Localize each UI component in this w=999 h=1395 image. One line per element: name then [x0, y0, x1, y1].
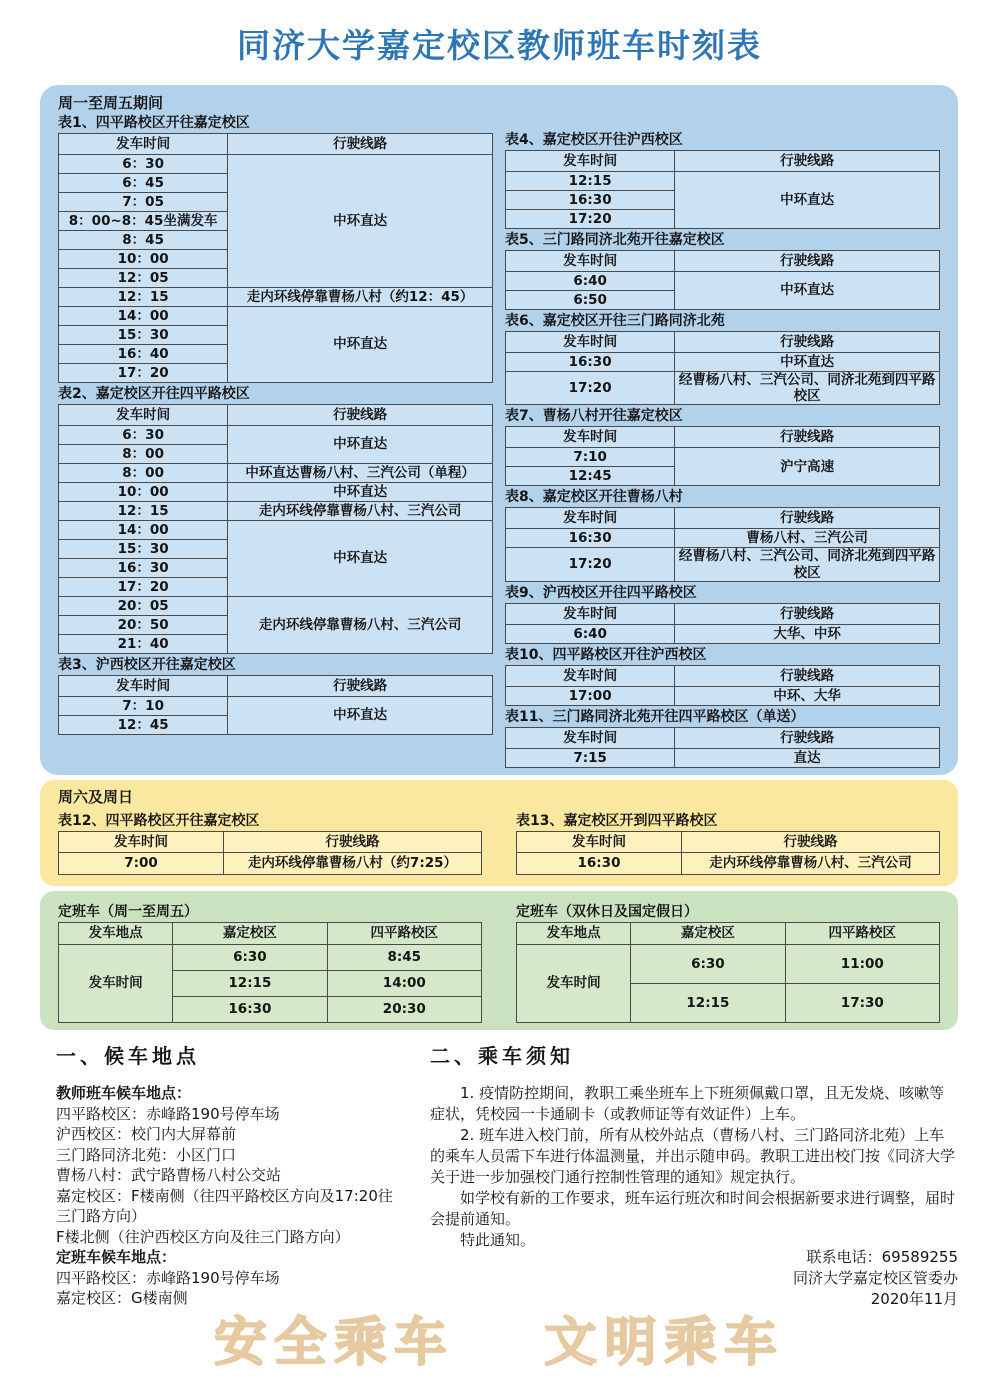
location-line: 教师班车候车地点： [56, 1084, 192, 1102]
waiting-locations-section [56, 1040, 406, 1309]
depart-time-cell: 12:15 [631, 984, 785, 1023]
time-cell: 6：45 [59, 174, 228, 193]
table-title: 表7、曹杨八村开往嘉定校区 [505, 408, 683, 425]
fixed-col-header-0: 发车地点 [59, 923, 173, 945]
time-cell: 6:40 [506, 272, 675, 291]
time-cell: 6:40 [506, 624, 675, 643]
time-cell: 16:30 [506, 191, 675, 210]
col-header-time: 发车时间 [517, 832, 682, 853]
time-cell: 15：30 [59, 326, 228, 345]
contact-phone: 联系电话：69589255 [806, 1248, 958, 1266]
fixed-table-title: 定班车（双休日及国定假日） [516, 904, 698, 920]
depart-time-cell: 16:30 [173, 997, 327, 1023]
table-title: 表2、嘉定校区开往四平路校区 [58, 386, 250, 402]
schedule-table [58, 831, 482, 875]
table-title: 表5、三门路同济北苑开往嘉定校区 [505, 232, 725, 248]
table-row [506, 529, 940, 548]
depart-time-cell: 12:15 [173, 971, 327, 997]
col-header-route: 行驶线路 [675, 332, 940, 353]
location-line: 四平路校区：赤峰路190号停车场 [56, 1104, 280, 1123]
col-header-time: 发车时间 [506, 727, 675, 748]
col-header-time: 发车时间 [506, 151, 675, 172]
location-line: 嘉定校区：F楼南侧（往四平路校区方向及17:20往三门路方向） [56, 1186, 393, 1225]
table-row [59, 426, 493, 445]
fixed-table-weekday [58, 901, 482, 1023]
fixed-bus-table [516, 922, 940, 1023]
time-cell: 7：05 [59, 193, 228, 212]
fixed-table-holiday [516, 901, 940, 1023]
header-row [506, 727, 940, 748]
row-label-cell: 发车时间 [59, 945, 173, 1023]
header-row [517, 923, 940, 945]
col-header-route: 行驶线路 [228, 134, 493, 155]
table-row [517, 945, 940, 984]
location-line: 嘉定校区：G楼南侧 [56, 1289, 188, 1307]
table-title: 表9、沪西校区开往四平路校区 [505, 584, 697, 601]
fixed-bus-table [58, 922, 482, 1023]
depart-time-cell: 8:45 [327, 945, 481, 971]
col-header-route: 行驶线路 [675, 251, 940, 272]
location-line: 沪西校区：校门内大屏幕前 [56, 1125, 237, 1143]
depart-time-cell: 14:00 [327, 971, 481, 997]
col-header-route: 行驶线路 [675, 603, 940, 624]
slogan-civil-ride: 文明乘车 [544, 1313, 785, 1373]
time-cell: 17：20 [59, 578, 228, 597]
time-cell: 21：40 [59, 635, 228, 654]
contact-org: 同济大学嘉定校区管委办 [792, 1269, 958, 1287]
route-cell: 中环直达 [228, 697, 493, 735]
table-row [59, 597, 493, 616]
route-cell: 中环直达 [228, 521, 493, 597]
col-header-route: 行驶线路 [675, 508, 940, 529]
location-line: 定班车候车地点： [56, 1248, 177, 1266]
table-row [59, 464, 493, 483]
time-cell: 6:50 [506, 291, 675, 310]
schedule-table [505, 426, 940, 486]
table-row [59, 697, 493, 716]
header-row [59, 405, 493, 426]
col-header-route: 行驶线路 [675, 727, 940, 748]
table-title: 表11、三门路同济北苑开往四平路校区（单送） [505, 708, 805, 725]
route-cell: 中环直达 [675, 272, 940, 310]
time-cell: 17:20 [506, 210, 675, 229]
header-row [506, 151, 940, 172]
route-cell: 中环直达 [675, 353, 940, 372]
col-header-route: 行驶线路 [675, 427, 940, 448]
table-row [506, 624, 940, 643]
table-row [506, 686, 940, 705]
weekend-panel [40, 780, 958, 886]
route-cell: 走内环线停靠曹杨八村、三汽公司 [228, 597, 493, 654]
table-row [506, 172, 940, 191]
fixed-bus-panel [40, 891, 958, 1030]
col-header-time: 发车时间 [506, 508, 675, 529]
weekday-left-column [58, 112, 493, 768]
location-line: 曹杨八村：武宁路曹杨八村公交站 [56, 1166, 282, 1184]
table-row [59, 945, 482, 971]
col-header-time: 发车时间 [59, 405, 228, 426]
table-title: 表4、嘉定校区开往沪西校区 [505, 132, 683, 148]
time-cell: 15：30 [59, 540, 228, 559]
fixed-col-header-0: 发车地点 [517, 923, 631, 945]
notes-heading: 二、乘车须知 [430, 1044, 574, 1068]
header-row [506, 332, 940, 353]
table-title: 表13、嘉定校区开到四平路校区 [516, 813, 718, 829]
time-cell: 8：00 [59, 464, 228, 483]
schedule-table [505, 507, 940, 581]
fixed-table-title: 定班车（周一至周五） [58, 904, 198, 920]
route-cell: 中环直达 [675, 172, 940, 229]
note-paragraph: 1. 疫情防控期间，教职工乘坐班车上下班须佩戴口罩，且无发烧、咳嗽等症状，凭校园一卡通刷卡（或教师证等有效证件）上车。 [430, 1084, 945, 1123]
fixed-col-header-2: 四平路校区 [327, 923, 481, 945]
time-cell: 7:10 [506, 448, 675, 467]
time-cell: 17:00 [506, 686, 675, 705]
time-cell: 12:45 [506, 467, 675, 486]
schedule-table [505, 331, 940, 405]
table-title: 表6、嘉定校区开往三门路同济北苑 [505, 313, 725, 329]
time-cell: 10：00 [59, 483, 228, 502]
time-cell: 20：05 [59, 597, 228, 616]
col-header-route: 行驶线路 [675, 151, 940, 172]
time-cell: 12：15 [59, 288, 228, 307]
depart-time-cell: 11:00 [785, 945, 939, 984]
notes-list [430, 1083, 958, 1251]
time-cell: 16:30 [506, 529, 675, 548]
table-row [59, 483, 493, 502]
table-row [506, 272, 940, 291]
weekend-table-13 [516, 810, 940, 875]
route-cell: 中环、大华 [675, 686, 940, 705]
col-header-route: 行驶线路 [228, 676, 493, 697]
table-row [59, 502, 493, 521]
schedule-table [58, 133, 493, 383]
table-title: 表3、沪西校区开往嘉定校区 [58, 657, 236, 673]
location-line: 四平路校区：赤峰路190号停车场 [56, 1268, 280, 1287]
time-cell: 8：00 [59, 445, 228, 464]
time-cell: 12：15 [59, 502, 228, 521]
weekday-right-column [505, 112, 940, 768]
depart-time-cell: 17:30 [785, 984, 939, 1023]
location-line: F楼北侧（往沪西校区方向及往三门路方向） [56, 1227, 350, 1246]
depart-time-cell: 20:30 [327, 997, 481, 1023]
route-cell: 大华、中环 [675, 624, 940, 643]
schedule-table [505, 250, 940, 310]
header-row [517, 832, 940, 853]
header-row [506, 665, 940, 686]
route-cell: 走内环线停靠曹杨八村（约12：45） [228, 288, 493, 307]
time-cell: 6：30 [59, 155, 228, 174]
col-header-route: 行驶线路 [228, 405, 493, 426]
schedule-table [505, 150, 940, 229]
col-header-time: 发车时间 [506, 251, 675, 272]
time-cell: 8：45 [59, 231, 228, 250]
note-paragraph: 特此通知。 [460, 1231, 536, 1249]
route-cell: 中环直达 [228, 155, 493, 288]
col-header-time: 发车时间 [59, 832, 224, 853]
time-cell: 16:30 [517, 853, 682, 875]
slogan-safe-ride: 安全乘车 [214, 1313, 455, 1373]
time-cell: 8：00~8：45坐满发车 [59, 212, 228, 231]
col-header-route: 行驶线路 [223, 832, 481, 853]
header-row [506, 603, 940, 624]
fixed-col-header-1: 嘉定校区 [173, 923, 327, 945]
locations-heading: 一、候车地点 [56, 1044, 200, 1068]
weekday-panel [40, 85, 958, 775]
table-row [506, 353, 940, 372]
location-line: 三门路同济北苑：小区门口 [56, 1145, 237, 1164]
depart-time-cell: 6:30 [173, 945, 327, 971]
header-row [59, 832, 482, 853]
weekend-table-12 [58, 810, 482, 875]
table-row [517, 853, 940, 875]
header-row [506, 251, 940, 272]
table-row [59, 853, 482, 875]
schedule-table [505, 727, 940, 768]
time-cell: 7：10 [59, 697, 228, 716]
route-cell: 直达 [675, 748, 940, 767]
table-row [506, 448, 940, 467]
route-cell: 沪宁高速 [675, 448, 940, 486]
time-cell: 14：00 [59, 521, 228, 540]
schedule-table [505, 603, 940, 644]
table-title: 表12、四平路校区开往嘉定校区 [58, 813, 260, 829]
header-row [59, 676, 493, 697]
col-header-time: 发车时间 [506, 603, 675, 624]
col-header-route: 行驶线路 [675, 665, 940, 686]
time-cell: 20：50 [59, 616, 228, 635]
time-cell: 16：40 [59, 345, 228, 364]
time-cell: 16:30 [506, 353, 675, 372]
fixed-col-header-1: 嘉定校区 [631, 923, 785, 945]
fixed-col-header-2: 四平路校区 [785, 923, 939, 945]
route-cell: 经曹杨八村、三汽公司、同济北苑到四平路校区 [675, 548, 940, 581]
route-cell: 中环直达曹杨八村、三汽公司（单程） [228, 464, 493, 483]
time-cell: 12：05 [59, 269, 228, 288]
schedule-table [58, 404, 493, 654]
route-cell: 曹杨八村、三汽公司 [675, 529, 940, 548]
header-row [506, 508, 940, 529]
route-cell: 中环直达 [228, 307, 493, 383]
header-row [59, 923, 482, 945]
time-cell: 16：30 [59, 559, 228, 578]
depart-time-cell: 6:30 [631, 945, 785, 984]
time-cell: 12：45 [59, 716, 228, 735]
table-row [59, 155, 493, 174]
table-title: 表8、嘉定校区开往曹杨八村 [505, 489, 683, 506]
table-row [59, 307, 493, 326]
schedule-table [58, 675, 493, 735]
table-row [506, 548, 940, 581]
header-row [59, 134, 493, 155]
table-title: 表1、四平路校区开往嘉定校区 [58, 115, 250, 131]
col-header-time: 发车时间 [59, 676, 228, 697]
schedule-table [505, 665, 940, 706]
table-row [59, 521, 493, 540]
time-cell: 12:15 [506, 172, 675, 191]
route-cell: 中环直达 [228, 426, 493, 464]
table-title: 表10、四平路校区开往沪西校区 [505, 646, 707, 663]
time-cell: 17:20 [506, 548, 675, 581]
schedule-table [516, 831, 940, 875]
col-header-time: 发车时间 [59, 134, 228, 155]
route-cell: 走内环线停靠曹杨八村、三汽公司 [228, 502, 493, 521]
note-paragraph: 如学校有新的工作要求，班车运行班次和时间会根据新要求进行调整，届时会提前通知。 [430, 1189, 956, 1228]
table-row [59, 288, 493, 307]
time-cell: 10：00 [59, 250, 228, 269]
weekend-section-label: 周六及周日 [58, 788, 134, 806]
weekday-section-label: 周一至周五期间 [58, 94, 164, 112]
table-row [506, 372, 940, 405]
time-cell: 7:00 [59, 853, 224, 875]
page-title: 同济大学嘉定校区教师班车时刻表 [237, 26, 762, 65]
time-cell: 14：00 [59, 307, 228, 326]
route-cell: 经曹杨八村、三汽公司、同济北苑到四平路校区 [675, 372, 940, 405]
col-header-route: 行驶线路 [681, 832, 939, 853]
row-label-cell: 发车时间 [517, 945, 631, 1023]
route-cell: 走内环线停靠曹杨八村、三汽公司 [681, 853, 939, 875]
locations-list [56, 1083, 406, 1309]
col-header-time: 发车时间 [506, 332, 675, 353]
header-row [506, 427, 940, 448]
contact-date: 2020年11月 [870, 1290, 958, 1308]
time-cell: 17:20 [506, 372, 675, 405]
time-cell: 17：20 [59, 364, 228, 383]
note-paragraph: 2. 班车进入校门前，所有从校外站点（曹杨八村、三门路同济北苑）上车的乘车人员需下车进行体温测量，并出示随申码。教职工进出校门按《同济大学关于进一步加强校门通行控制性管理的通知》规定执行。 [430, 1126, 956, 1186]
route-cell: 走内环线停靠曹杨八村（约7:25） [223, 853, 481, 875]
col-header-time: 发车时间 [506, 665, 675, 686]
route-cell: 中环直达 [228, 483, 493, 502]
footer-slogan [0, 1300, 999, 1375]
col-header-time: 发车时间 [506, 427, 675, 448]
time-cell: 6：30 [59, 426, 228, 445]
table-row [506, 748, 940, 767]
time-cell: 7:15 [506, 748, 675, 767]
